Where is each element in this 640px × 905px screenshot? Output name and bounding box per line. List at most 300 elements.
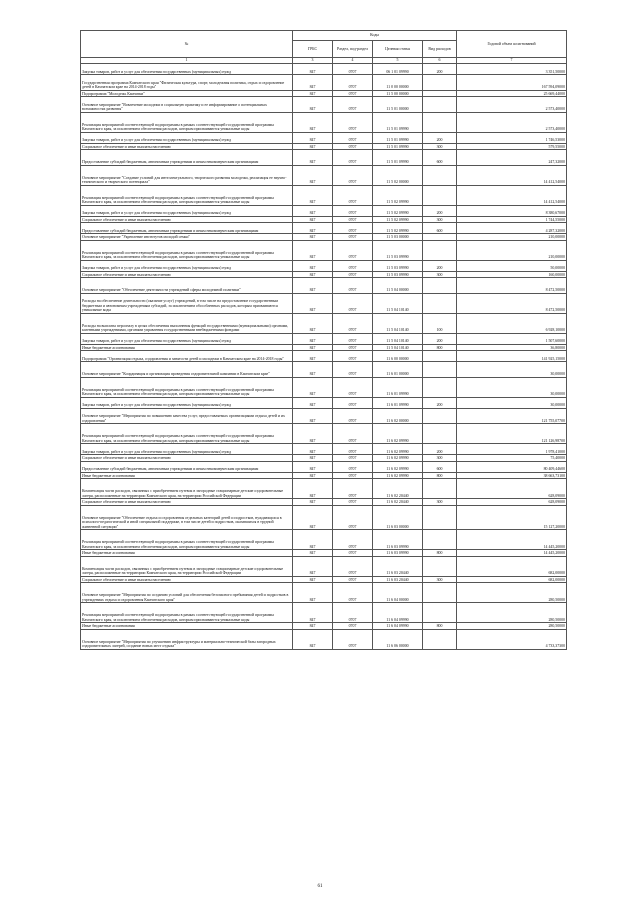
row-amount: 30,00000 [457, 377, 567, 397]
row-name: Социальное обеспечение и иные выплаты населению [81, 499, 293, 506]
row-target-article: 11 6 02 09990 [373, 444, 423, 455]
row-razdel: 0707 [333, 499, 373, 506]
table-row [81, 461, 567, 472]
row-target-article: 11 6 03 00000 [373, 505, 423, 530]
table-row [81, 97, 567, 113]
row-target-article: 11 6 01 00000 [373, 362, 423, 378]
row-target-article: 11 6 03 20440 [373, 576, 423, 583]
table-row [81, 444, 567, 455]
row-target-article: 11 0 00 00000 [373, 75, 423, 91]
row-grbs: 847 [293, 293, 333, 313]
row-grbs: 847 [293, 165, 333, 185]
row-grbs: 847 [293, 424, 333, 444]
table-row [81, 75, 567, 91]
row-expense-type: 200 [423, 260, 457, 271]
row-name: Реализация мероприятий соответствующей подпрограммы в рамках соответствующей государственной программы Камчатского края, за исключением обеспечения расходов, которым присваиваются уникальные коды [81, 240, 293, 260]
row-target-article: 11 6 02 09990 [373, 424, 423, 444]
table-row [81, 424, 567, 444]
row-target-article: 11 5 00 00000 [373, 90, 423, 97]
row-target-article: 11 5 01 09990 [373, 112, 423, 132]
row-amount: 4 287,32000 [457, 223, 567, 234]
row-razdel: 0707 [333, 223, 373, 234]
row-target-article: 11 6 02 09990 [373, 455, 423, 462]
row-amount: 15 127,20000 [457, 505, 567, 530]
row-razdel: 0707 [333, 472, 373, 479]
row-amount: 4 733,37300 [457, 629, 567, 649]
row-target-article: 11 6 01 09990 [373, 377, 423, 397]
row-expense-type: 600 [423, 150, 457, 166]
row-razdel: 0707 [333, 377, 373, 397]
row-expense-type: 800 [423, 623, 457, 630]
row-amount: 75,40000 [457, 455, 567, 462]
row-grbs: 847 [293, 576, 333, 583]
row-amount: 25 669,44000 [457, 90, 567, 97]
table-row [81, 397, 567, 408]
row-expense-type [423, 530, 457, 550]
row-grbs: 847 [293, 499, 333, 506]
row-expense-type: 300 [423, 271, 457, 278]
row-grbs: 847 [293, 583, 333, 603]
row-name: Основное мероприятие "Мероприятия по созданию условий для обеспечения безопасного пребывания детей и подростков в учреждениях отдыха и оздоровления Камчатского края" [81, 583, 293, 603]
row-razdel: 0707 [333, 455, 373, 462]
row-name: Государственная программа Камчатского края "Физическая культура, спорт, молодежная политика, отдых и оздоровление детей в Камчатском крае на 2014-2018 годы" [81, 75, 293, 91]
header-annual-amount: Годовой объем ассигнований [457, 31, 567, 58]
row-name: Основное мероприятие "Вовлечение молодежи в социальную практику и ее информирование о потенциальных возможностях развития" [81, 97, 293, 113]
row-grbs: 847 [293, 455, 333, 462]
row-grbs: 847 [293, 362, 333, 378]
row-expense-type [423, 351, 457, 362]
table-row [81, 583, 567, 603]
row-amount: 14 412,54000 [457, 165, 567, 185]
row-amount: 121 126,98700 [457, 424, 567, 444]
row-razdel: 0707 [333, 603, 373, 623]
row-target-article: 11 6 03 09990 [373, 550, 423, 557]
row-grbs: 847 [293, 629, 333, 649]
budget-sheet [80, 30, 566, 650]
table-row [81, 333, 567, 344]
row-razdel: 0707 [333, 143, 373, 150]
row-razdel: 0707 [333, 505, 373, 530]
row-expense-type [423, 165, 457, 185]
row-amount: 14 412,54000 [457, 185, 567, 205]
table-row [81, 479, 567, 499]
row-grbs: 847 [293, 223, 333, 234]
row-razdel: 0707 [333, 424, 373, 444]
row-target-article: 11 6 03 09990 [373, 530, 423, 550]
row-razdel: 0707 [333, 64, 373, 75]
row-amount: 280,50000 [457, 583, 567, 603]
row-expense-type: 100 [423, 313, 457, 333]
row-name: Закупка товаров, работ и услуг для обеспечения государственных (муниципальных) нужд [81, 397, 293, 408]
row-amount: 38 663,73100 [457, 472, 567, 479]
row-amount: 628,09000 [457, 479, 567, 499]
row-grbs: 847 [293, 132, 333, 143]
row-expense-type: 300 [423, 455, 457, 462]
row-name: Расходы на обеспечение деятельности (оказание услуг) учреждений, в том числе на предоставление государственным бюджетным и автономным учреждениям субсидий, за исключением обособленных расходов, которым присваиваются уникальные коды [81, 293, 293, 313]
row-amount: 8 472,50000 [457, 293, 567, 313]
row-name: Реализация мероприятий соответствующей подпрограммы в рамках соответствующей государственной программы Камчатского края, за исключением обеспечения расходов, которым присваиваются уникальные коды [81, 424, 293, 444]
row-grbs: 847 [293, 313, 333, 333]
table-row [81, 205, 567, 216]
row-grbs: 847 [293, 64, 333, 75]
row-razdel: 0707 [333, 397, 373, 408]
row-amount: 2 573,40000 [457, 97, 567, 113]
row-name: Социальное обеспечение и иные выплаты населению [81, 576, 293, 583]
row-grbs: 847 [293, 150, 333, 166]
row-expense-type: 200 [423, 205, 457, 216]
row-razdel: 0707 [333, 97, 373, 113]
row-name: Социальное обеспечение и иные выплаты населению [81, 143, 293, 150]
row-target-article: 11 6 00 00000 [373, 351, 423, 362]
row-name: Реализация мероприятий соответствующей подпрограммы в рамках соответствующей государственной программы Камчатского края, за исключением обеспечения расходов, которым присваиваются уникальные коды [81, 603, 293, 623]
row-razdel: 0707 [333, 150, 373, 166]
table-row [81, 351, 567, 362]
table-row [81, 278, 567, 294]
row-expense-type [423, 479, 457, 499]
row-target-article: 11 5 04 00000 [373, 278, 423, 294]
row-name: Реализация мероприятий соответствующей подпрограммы в рамках соответствующей государственной программы Камчатского края, за исключением обеспечения расходов, которым присваиваются уникальные коды [81, 377, 293, 397]
row-grbs: 847 [293, 603, 333, 623]
row-expense-type [423, 185, 457, 205]
table-row [81, 408, 567, 424]
row-target-article: 11 5 02 09990 [373, 216, 423, 223]
row-name: Основное мероприятие "Мероприятия по улучшению инфраструктуры и материально-технической базы загородных оздоровительных лагерей, создание новых мест отдыха" [81, 629, 293, 649]
table-row [81, 64, 567, 75]
row-expense-type [423, 112, 457, 132]
row-target-article: 11 5 02 09990 [373, 205, 423, 216]
row-target-article: 11 5 04 10140 [373, 313, 423, 333]
row-expense-type [423, 603, 457, 623]
table-row [81, 377, 567, 397]
row-expense-type [423, 377, 457, 397]
table-row [81, 603, 567, 623]
row-target-article: 11 6 04 09990 [373, 603, 423, 623]
row-name: Социальное обеспечение и иные выплаты населению [81, 271, 293, 278]
row-target-article: 11 5 04 10140 [373, 333, 423, 344]
column-number: 1 [81, 58, 293, 64]
row-amount: 6 928,10000 [457, 313, 567, 333]
row-expense-type [423, 408, 457, 424]
table-row [81, 223, 567, 234]
row-razdel: 0707 [333, 333, 373, 344]
table-row [81, 165, 567, 185]
budget-table [80, 30, 567, 650]
row-razdel: 0707 [333, 75, 373, 91]
table-header-row [81, 31, 567, 41]
row-amount: 3 351,50000 [457, 64, 567, 75]
row-razdel: 0707 [333, 344, 373, 351]
row-name: Подпрограмма "Организация отдыха, оздоровления и занятости детей и молодежи в Камчатском крае на 2014-2018 годы" [81, 351, 293, 362]
table-row [81, 530, 567, 550]
row-razdel: 0707 [333, 234, 373, 241]
row-amount: 1 744,55000 [457, 216, 567, 223]
row-target-article: 11 6 04 09990 [373, 623, 423, 630]
row-name: Закупка товаров, работ и услуг для обеспечения государственных (муниципальных) нужд [81, 333, 293, 344]
row-expense-type [423, 505, 457, 530]
row-target-article: 11 5 03 00000 [373, 234, 423, 241]
table-row [81, 112, 567, 132]
row-razdel: 0707 [333, 132, 373, 143]
row-name: Закупка товаров, работ и услуг для обеспечения государственных (муниципальных) нужд [81, 132, 293, 143]
row-target-article: 11 5 03 09990 [373, 240, 423, 260]
row-razdel: 0707 [333, 629, 373, 649]
row-amount: 210,00000 [457, 234, 567, 241]
row-grbs: 847 [293, 461, 333, 472]
row-amount: 1 507,60000 [457, 333, 567, 344]
row-target-article: 11 6 02 09990 [373, 472, 423, 479]
row-name: Иные бюджетные ассигнования [81, 472, 293, 479]
row-razdel: 0707 [333, 271, 373, 278]
column-number: 7 [457, 58, 567, 64]
table-row [81, 150, 567, 166]
row-target-article: 06 1 01 09990 [373, 64, 423, 75]
row-grbs: 847 [293, 112, 333, 132]
row-razdel: 0707 [333, 293, 373, 313]
row-razdel: 0707 [333, 240, 373, 260]
row-razdel: 0707 [333, 530, 373, 550]
row-name: Подпрограмма "Молодежь Камчатки" [81, 90, 293, 97]
row-expense-type: 800 [423, 550, 457, 557]
row-grbs: 847 [293, 143, 333, 150]
row-name: Основное мероприятие "Создание условий для интеллектуального, творческого развития молодежи, реализация ее научно-технического и творческого потенциала" [81, 165, 293, 185]
row-target-article: 11 6 04 00000 [373, 583, 423, 603]
row-name: Иные бюджетные ассигнования [81, 344, 293, 351]
row-grbs: 847 [293, 556, 333, 576]
row-grbs: 847 [293, 333, 333, 344]
row-grbs: 847 [293, 444, 333, 455]
column-number: 3 [293, 58, 333, 64]
row-razdel: 0707 [333, 112, 373, 132]
row-grbs: 847 [293, 205, 333, 216]
row-target-article: 11 5 02 09990 [373, 185, 423, 205]
row-grbs: 847 [293, 377, 333, 397]
row-target-article: 11 5 03 09990 [373, 271, 423, 278]
row-expense-type [423, 556, 457, 576]
row-amount: 36,80000 [457, 344, 567, 351]
row-expense-type: 800 [423, 344, 457, 351]
column-number: 5 [373, 58, 423, 64]
row-target-article: 11 5 01 00000 [373, 97, 423, 113]
row-target-article: 11 5 04 10140 [373, 344, 423, 351]
row-grbs: 847 [293, 240, 333, 260]
row-expense-type: 200 [423, 64, 457, 75]
row-amount: 8 380,67000 [457, 205, 567, 216]
row-name: Основное мероприятие "Мероприятия по повышению качества услуг, предоставляемых организациями отдыха детей и их оздоровления" [81, 408, 293, 424]
row-target-article: 11 5 01 09990 [373, 143, 423, 150]
row-name: Основное мероприятие "Обеспечение деятельности учреждений сферы молодежной политики" [81, 278, 293, 294]
row-expense-type [423, 97, 457, 113]
row-expense-type: 200 [423, 397, 457, 408]
row-razdel: 0707 [333, 461, 373, 472]
row-target-article: 11 6 01 09990 [373, 397, 423, 408]
row-amount: 80 409,44600 [457, 461, 567, 472]
table-row [81, 505, 567, 530]
row-name: Компенсация части расходов, связанных с приобретением путевок в загородные стационарные детские оздоровительные лагеря, расположенные на территории Камчатского края, на территории Российской Федерации [81, 479, 293, 499]
header-grbs: ГРБС [293, 41, 333, 58]
row-name: Закупка товаров, работ и услуг для обеспечения государственных (муниципальных) нужд [81, 64, 293, 75]
row-expense-type [423, 424, 457, 444]
row-name: Иные бюджетные ассигнования [81, 623, 293, 630]
row-grbs: 847 [293, 75, 333, 91]
row-grbs: 847 [293, 344, 333, 351]
row-name: Предоставление субсидий бюджетным, автономным учреждениям и иным некоммерческим организациям [81, 223, 293, 234]
row-grbs: 847 [293, 97, 333, 113]
row-grbs: 847 [293, 530, 333, 550]
row-name: Основное мероприятие "Координация и организация проведения оздоровительной кампании в Камчатском крае" [81, 362, 293, 378]
row-amount: 682,00000 [457, 556, 567, 576]
row-name: Закупка товаров, работ и услуг для обеспечения государственных (муниципальных) нужд [81, 444, 293, 455]
column-number: 6 [423, 58, 457, 64]
row-grbs: 847 [293, 397, 333, 408]
row-expense-type [423, 75, 457, 91]
row-amount: 14 445,20000 [457, 550, 567, 557]
row-expense-type [423, 362, 457, 378]
row-target-article: 11 5 02 00000 [373, 165, 423, 185]
table-row [81, 293, 567, 313]
row-name: Компенсация части расходов, связанных с приобретением путевок в загородные стационарные детские оздоровительные лагеря, расположенные на территории Камчатского края, на территории Российской Федерации [81, 556, 293, 576]
row-name: Основное мероприятие "Обеспечение отдыха и оздоровления отдельных категорий детей и подростков, нуждающихся в психолого-педагогической и иной специальной поддержке, в том числе детей и подростков, оказавшихся в трудной жизненной ситуации" [81, 505, 293, 530]
row-expense-type: 600 [423, 223, 457, 234]
table-row [81, 240, 567, 260]
row-amount: 280,50000 [457, 623, 567, 630]
row-razdel: 0707 [333, 313, 373, 333]
row-amount: 8 472,50000 [457, 278, 567, 294]
row-target-article: 11 5 01 09990 [373, 150, 423, 166]
row-grbs: 847 [293, 216, 333, 223]
row-expense-type [423, 240, 457, 260]
column-number: 4 [333, 58, 373, 64]
row-expense-type [423, 629, 457, 649]
row-target-article: 11 5 02 09990 [373, 223, 423, 234]
row-razdel: 0707 [333, 351, 373, 362]
table-row [81, 362, 567, 378]
row-grbs: 847 [293, 234, 333, 241]
row-target-article: 11 6 02 09990 [373, 461, 423, 472]
row-grbs: 847 [293, 351, 333, 362]
row-amount: 2 573,40000 [457, 112, 567, 132]
row-razdel: 0707 [333, 576, 373, 583]
row-razdel: 0707 [333, 185, 373, 205]
header-target-article: Целевая статья [373, 41, 423, 58]
row-amount: 121 755,07700 [457, 408, 567, 424]
row-target-article: 11 6 02 20440 [373, 499, 423, 506]
row-expense-type: 800 [423, 472, 457, 479]
row-amount: 14 445,20000 [457, 530, 567, 550]
row-expense-type [423, 583, 457, 603]
row-razdel: 0707 [333, 444, 373, 455]
row-razdel: 0707 [333, 260, 373, 271]
row-target-article: 11 5 01 09990 [373, 132, 423, 143]
row-amount: 628,09000 [457, 499, 567, 506]
row-razdel: 0707 [333, 278, 373, 294]
table-row [81, 556, 567, 576]
header-codes: Коды [293, 31, 457, 41]
table-row [81, 185, 567, 205]
row-expense-type: 600 [423, 461, 457, 472]
row-target-article: 11 6 02 00000 [373, 408, 423, 424]
row-name: Реализация мероприятий соответствующей подпрограммы в рамках соответствующей государственной программы Камчатского края, за исключением обеспечения расходов, которым присваиваются уникальные коды [81, 112, 293, 132]
row-amount: 1 746,53000 [457, 132, 567, 143]
row-grbs: 847 [293, 408, 333, 424]
row-grbs: 847 [293, 90, 333, 97]
row-amount: 30,00000 [457, 362, 567, 378]
row-razdel: 0707 [333, 362, 373, 378]
row-amount: 141 925,15000 [457, 351, 567, 362]
row-amount: 682,00000 [457, 576, 567, 583]
row-name: Реализация мероприятий соответствующей подпрограммы в рамках соответствующей государственной программы Камчатского края, за исключением обеспечения расходов, которым присваиваются уникальные коды [81, 530, 293, 550]
row-razdel: 0707 [333, 205, 373, 216]
row-expense-type: 300 [423, 216, 457, 223]
row-name: Закупка товаров, работ и услуг для обеспечения государственных (муниципальных) нужд [81, 260, 293, 271]
row-grbs: 847 [293, 472, 333, 479]
table-body [81, 64, 567, 650]
row-expense-type: 300 [423, 499, 457, 506]
row-target-article: 11 6 03 20440 [373, 556, 423, 576]
row-razdel: 0707 [333, 90, 373, 97]
row-grbs: 847 [293, 185, 333, 205]
table-row [81, 629, 567, 649]
row-grbs: 847 [293, 271, 333, 278]
row-expense-type: 200 [423, 132, 457, 143]
row-grbs: 847 [293, 260, 333, 271]
table-row [81, 132, 567, 143]
row-grbs: 847 [293, 505, 333, 530]
row-razdel: 0707 [333, 216, 373, 223]
row-target-article: 11 5 03 09990 [373, 260, 423, 271]
row-name: Иные бюджетные ассигнования [81, 550, 293, 557]
row-target-article: 11 6 02 20440 [373, 479, 423, 499]
row-grbs: 847 [293, 278, 333, 294]
row-grbs: 847 [293, 479, 333, 499]
row-razdel: 0707 [333, 408, 373, 424]
row-expense-type [423, 278, 457, 294]
row-target-article: 11 5 04 10140 [373, 293, 423, 313]
row-name: Социальное обеспечение и иные выплаты населению [81, 455, 293, 462]
row-amount: 50,00000 [457, 260, 567, 271]
row-target-article: 11 6 06 00000 [373, 629, 423, 649]
row-razdel: 0707 [333, 165, 373, 185]
header-razdel: Раздел, под-раздел [333, 41, 373, 58]
row-name: Закупка товаров, работ и услуг для обеспечения государственных (муниципальных) нужд [81, 205, 293, 216]
row-amount: 579,55000 [457, 143, 567, 150]
row-name: Расходы на выплаты персоналу в целях обеспечения выполнения функций государственными (муниципальными) органами, казенными учреждениями, органами управления государственными внебюджетными фондами [81, 313, 293, 333]
row-amount: 30,00000 [457, 397, 567, 408]
row-razdel: 0707 [333, 556, 373, 576]
row-expense-type [423, 293, 457, 313]
row-expense-type: 200 [423, 444, 457, 455]
header-expense-type: Вид расходов [423, 41, 457, 58]
table-row [81, 313, 567, 333]
row-grbs: 847 [293, 623, 333, 630]
header-number: № [81, 31, 293, 58]
row-name: Основное мероприятие "Укрепление институтов молодой семьи" [81, 234, 293, 241]
page-number: 61 [317, 884, 323, 889]
row-razdel: 0707 [333, 623, 373, 630]
row-expense-type: 300 [423, 143, 457, 150]
row-razdel: 0707 [333, 550, 373, 557]
row-name: Предоставление субсидий бюджетным, автономным учреждениям и иным некоммерческим организациям [81, 150, 293, 166]
table-row [81, 260, 567, 271]
row-expense-type: 200 [423, 333, 457, 344]
row-amount: 160,00000 [457, 271, 567, 278]
row-name: Социальное обеспечение и иные выплаты населению [81, 216, 293, 223]
row-grbs: 847 [293, 550, 333, 557]
row-razdel: 0707 [333, 583, 373, 603]
row-name: Реализация мероприятий соответствующей подпрограммы в рамках соответствующей государственной программы Камчатского края, за исключением обеспечения расходов, которым присваиваются уникальные коды [81, 185, 293, 205]
row-amount: 1 978,41000 [457, 444, 567, 455]
row-name: Предоставление субсидий бюджетным, автономным учреждениям и иным некоммерческим организациям [81, 461, 293, 472]
row-expense-type: 300 [423, 576, 457, 583]
